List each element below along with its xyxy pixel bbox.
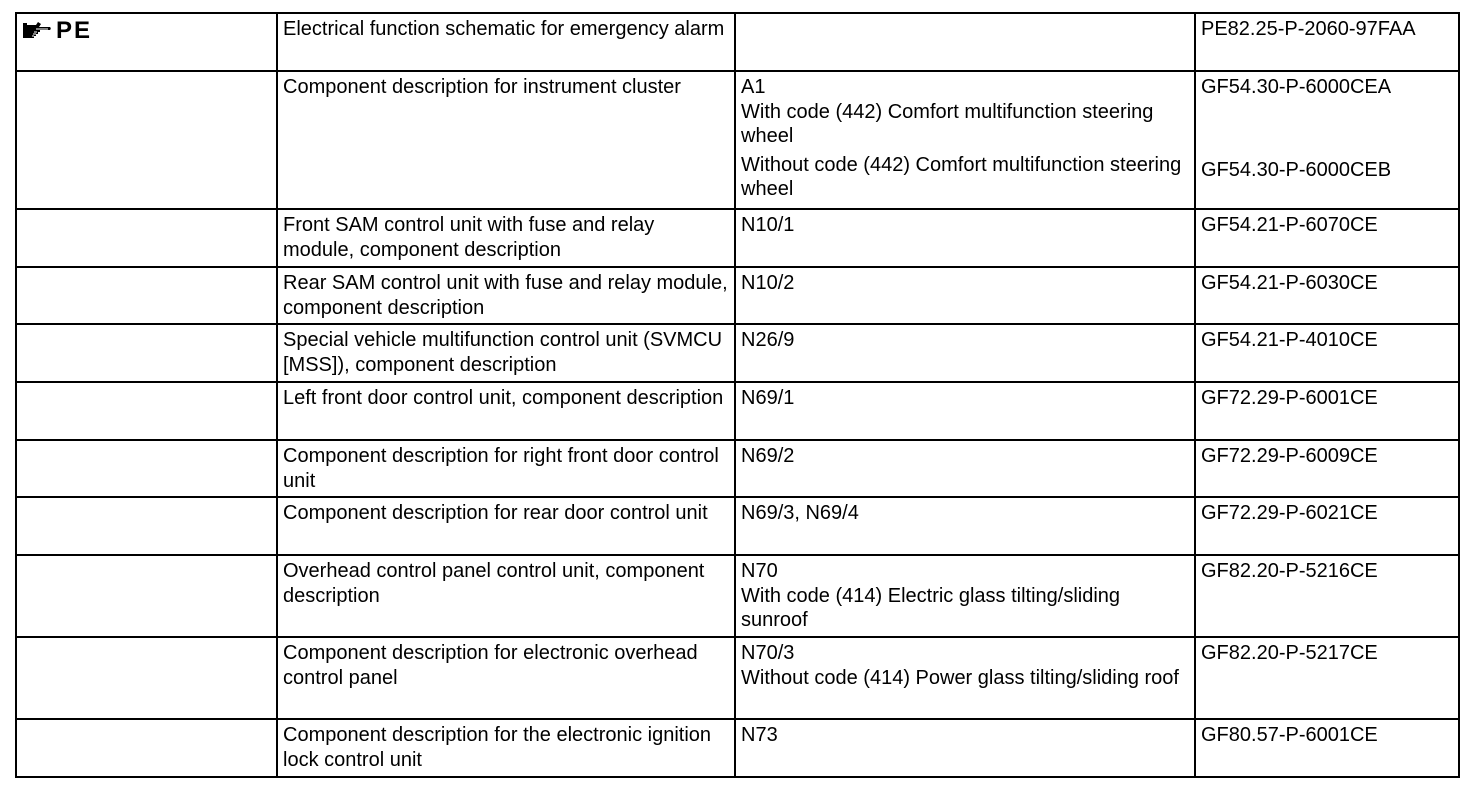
description-cell: Special vehicle multifunction control unit (SVMCU [MSS]), component description bbox=[277, 324, 735, 382]
document-link[interactable]: GF80.57-P-6001CE bbox=[1195, 719, 1459, 777]
marker-cell bbox=[16, 13, 277, 71]
description-cell: Rear SAM control unit with fuse and relay module, component description bbox=[277, 267, 735, 324]
description-cell: Component description for electronic overhead control panel bbox=[277, 637, 735, 719]
document-link[interactable]: GF72.29-P-6021CE bbox=[1195, 497, 1459, 555]
table-row bbox=[16, 13, 1459, 71]
component-code: N73 bbox=[735, 719, 1195, 777]
component-cell bbox=[735, 637, 1195, 719]
description-cell: Left front door control unit, component description bbox=[277, 382, 735, 440]
document-link[interactable]: GF72.29-P-6009CE bbox=[1195, 440, 1459, 497]
marker-cell bbox=[16, 637, 277, 719]
document-link[interactable]: GF82.20-P-5217CE bbox=[1195, 637, 1459, 719]
marker-cell bbox=[16, 440, 277, 497]
description-cell: Component description for the electronic ignition lock control unit bbox=[277, 719, 735, 777]
marker-cell bbox=[16, 555, 277, 637]
description-cell: Component description for instrument cluster bbox=[277, 71, 735, 209]
document-link[interactable]: GF54.21-P-4010CE bbox=[1195, 324, 1459, 382]
table-row bbox=[16, 497, 1459, 555]
condition-text: Without code (442) Comfort multifunction steering wheel bbox=[741, 153, 1182, 200]
table-row bbox=[16, 267, 1459, 324]
table-row bbox=[16, 382, 1459, 440]
marker-cell bbox=[16, 497, 277, 555]
table-row bbox=[16, 555, 1459, 637]
component-cell bbox=[735, 555, 1195, 637]
component-code: N69/1 bbox=[735, 382, 1195, 440]
pe-mark bbox=[22, 17, 272, 45]
condition-text: With code (414) Electric glass tilting/sliding sunroof bbox=[741, 584, 1121, 631]
document-link[interactable]: GF54.30-P-6000CEB bbox=[1201, 158, 1392, 181]
condition-text: With code (442) Comfort multifunction steering wheel bbox=[741, 100, 1154, 147]
component-code: N10/2 bbox=[735, 267, 1195, 324]
table-row bbox=[16, 440, 1459, 497]
document-link[interactable]: GF72.29-P-6001CE bbox=[1195, 382, 1459, 440]
description-cell: Component description for right front door control unit bbox=[277, 440, 735, 497]
component-code: N70/3 bbox=[741, 642, 795, 664]
marker-cell bbox=[16, 382, 277, 440]
component-cell bbox=[735, 71, 1195, 209]
component-code: A1 bbox=[741, 76, 766, 98]
component-cell bbox=[735, 13, 1195, 71]
table-row bbox=[16, 637, 1459, 719]
table-row bbox=[16, 209, 1459, 267]
marker-cell bbox=[16, 324, 277, 382]
marker-cell bbox=[16, 71, 277, 209]
description-cell: Front SAM control unit with fuse and relay module, component description bbox=[277, 209, 735, 267]
description-cell: Component description for rear door control unit bbox=[277, 497, 735, 555]
condition-text: Without code (414) Power glass tilting/sliding roof bbox=[741, 666, 1179, 689]
document-link[interactable]: GF54.21-P-6070CE bbox=[1195, 209, 1459, 267]
marker-cell bbox=[16, 209, 277, 267]
document-link[interactable]: GF54.21-P-6030CE bbox=[1195, 267, 1459, 324]
marker-cell bbox=[16, 719, 277, 777]
document-cell bbox=[1195, 71, 1459, 209]
reference-table bbox=[15, 12, 1460, 778]
component-code: N69/2 bbox=[735, 440, 1195, 497]
document-link[interactable]: GF54.30-P-6000CEA bbox=[1201, 76, 1392, 98]
marker-cell bbox=[16, 267, 277, 324]
table-row bbox=[16, 324, 1459, 382]
table-row bbox=[16, 719, 1459, 777]
description-cell: Electrical function schematic for emergency alarm bbox=[277, 13, 735, 71]
component-code: N26/9 bbox=[735, 324, 1195, 382]
table-row bbox=[16, 71, 1459, 209]
pe-label: PE bbox=[56, 17, 93, 44]
document-link[interactable]: GF82.20-P-5216CE bbox=[1195, 555, 1459, 637]
component-code: N69/3, N69/4 bbox=[735, 497, 1195, 555]
description-cell: Overhead control panel control unit, component description bbox=[277, 555, 735, 637]
pointing-hand-icon bbox=[22, 20, 52, 42]
document-link[interactable]: PE82.25-P-2060-97FAA bbox=[1195, 13, 1459, 71]
component-code: N10/1 bbox=[735, 209, 1195, 267]
component-code: N70 bbox=[741, 560, 778, 582]
